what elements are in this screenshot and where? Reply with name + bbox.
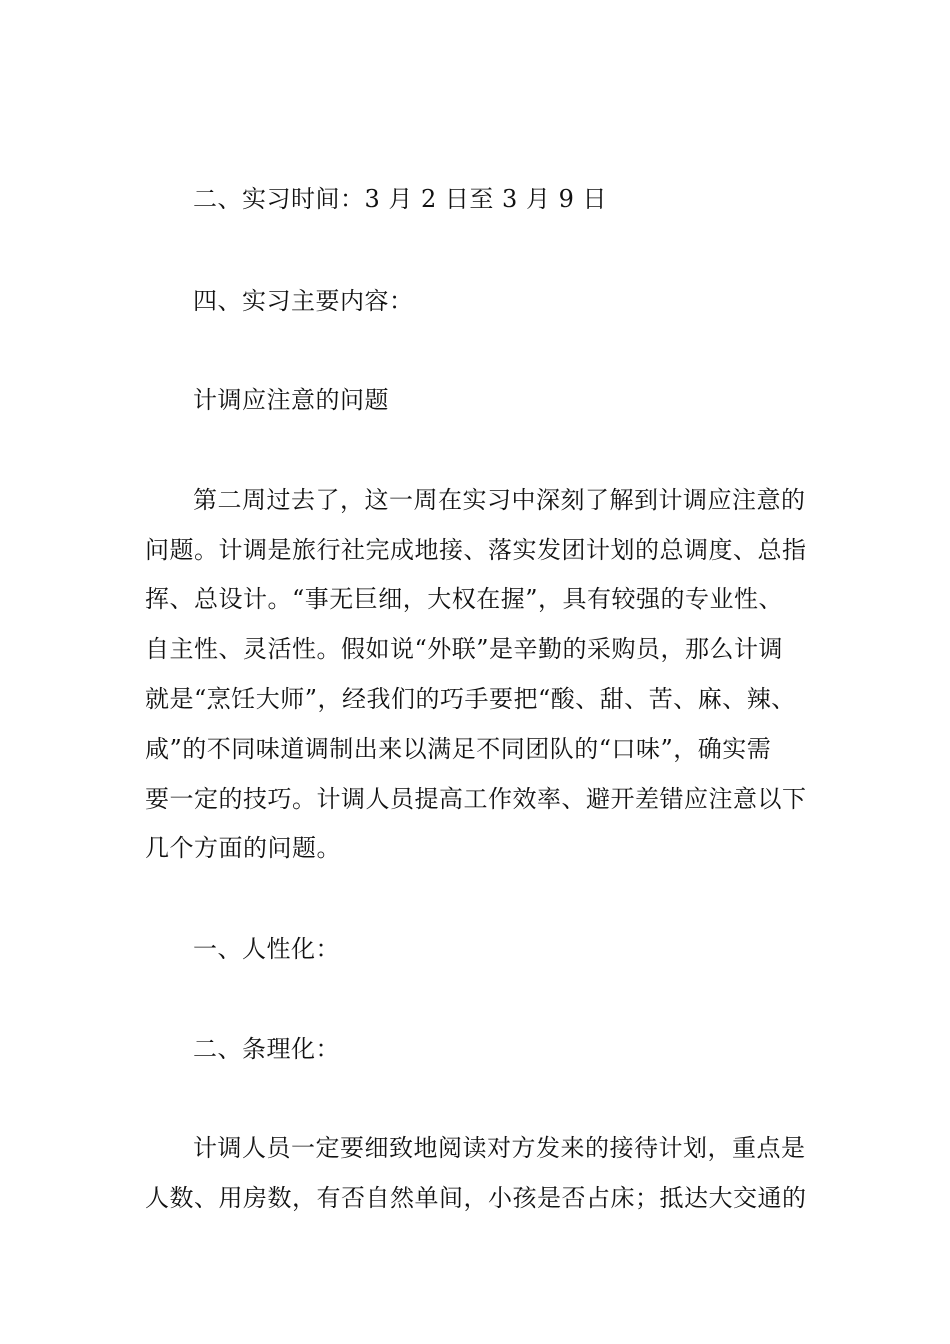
paragraph-line: 要一定的技巧。计调人员提高工作效率、避开差错应注意以下: [145, 785, 807, 813]
heading-internship-content: 四、实习主要内容：: [193, 287, 414, 315]
paragraph-line: 第二周过去了，这一周在实习中深刻了解到计调应注意的: [193, 486, 806, 514]
paragraph-line: 问题。计调是旅行社完成地接、落实发团计划的总调度、总指: [145, 536, 807, 564]
paragraph-line: 几个方面的问题。: [145, 834, 341, 862]
paragraph-line: 人数、用房数，有否自然单间，小孩是否占床；抵达大交通的: [145, 1184, 807, 1212]
list-item-organization: 二、条理化：: [193, 1035, 340, 1063]
paragraph-line: 自主性、灵活性。假如说“外联”是辛勤的采购员，那么计调: [145, 635, 784, 663]
list-item-humanization: 一、人性化：: [193, 935, 340, 963]
paragraph-line: 挥、总设计。“事无巨细，大权在握”，具有较强的专业性、: [145, 585, 784, 613]
paragraph-line: 就是“烹饪大师”，经我们的巧手要把“酸、甜、苦、麻、辣、: [145, 685, 796, 713]
paragraph-line: 计调人员一定要细致地阅读对方发来的接待计划，重点是: [193, 1134, 806, 1162]
heading-internship-time: 二、实习时间：3 月 2 日至 3 月 9 日: [193, 185, 607, 213]
section-title: 计调应注意的问题: [193, 386, 389, 414]
paragraph-line: 咸”的不同味道调制出来以满足不同团队的“口味”，确实需: [145, 735, 772, 763]
